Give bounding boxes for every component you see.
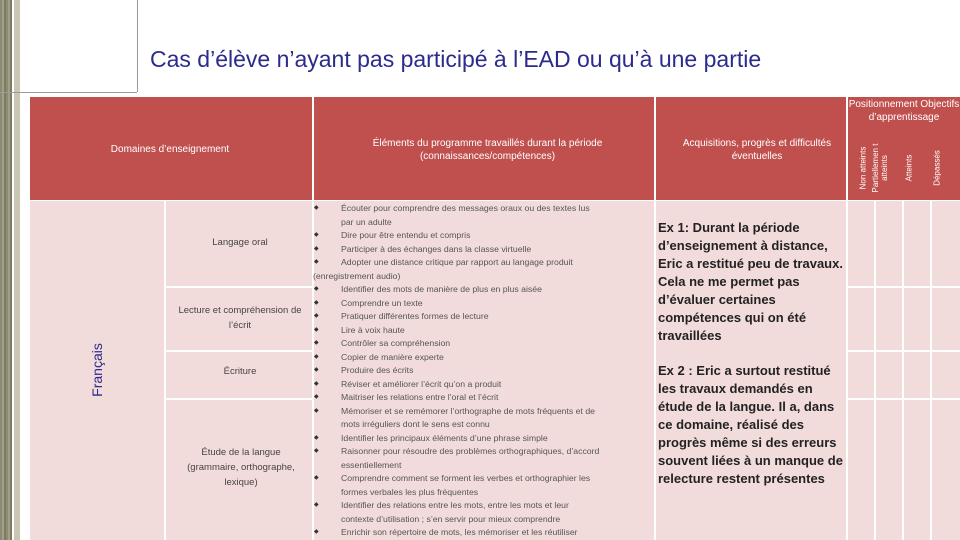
list-item: ◆ Identifier des mots de manière de plus en plus aisée (313, 283, 653, 297)
level-cell (904, 352, 930, 398)
page-title: Cas d’élève n’ayant pas participé à l’EAD ou qu’à une partie (150, 46, 762, 72)
list-item: mots irréguliers dont le sens est connu (341, 419, 490, 429)
level-atteints: Atteints (904, 154, 913, 182)
level-cell (848, 352, 874, 398)
texture-strip (0, 0, 12, 540)
list-item: ◆ Enrichir son répertoire de mots, les mémoriser et les réutiliser (313, 526, 653, 540)
list-item: ◆ Identifier les principaux éléments d’une phrase simple (313, 432, 653, 446)
list-item: ◆ Produire des écrits (313, 364, 653, 378)
list-item: par un adulte (341, 216, 392, 227)
list-item: ◆ Lire à voix haute (313, 324, 653, 338)
level-depasses: Dépassés (932, 150, 941, 186)
list-item: ◆ Écouter pour comprendre des messages oraux ou des textes lus (313, 202, 653, 216)
decorative-bar (14, 0, 20, 540)
acquisition-example-2: Ex 2 : Eric a surtout restitué les travaux demandés en étude de la langue. Il a, dans ce domaine, réalisé des progrès même si des erreurs souvent liées à un manque de relecture restent présentes (658, 363, 843, 486)
list-item: ◆ Mémoriser et se remémorer l’orthographe de mots fréquents et de (313, 405, 653, 419)
list-item: ◆ Adopter une distance critique par rapport au langage produit (313, 256, 653, 270)
decorative-line (0, 92, 137, 93)
acquisition-example-1: Ex 1: Durant la période d’enseignement à distance, Eric a restitué peu de travaux. Cela ne me permet pas d’évaluer certaines compétences qui on été travaillées (658, 220, 843, 343)
level-cell (904, 201, 930, 286)
level-cell (932, 201, 960, 286)
list-item: ◆ Contrôler sa compréhension (313, 337, 653, 351)
list-item: essentiellement (341, 459, 402, 470)
level-cell (876, 201, 902, 286)
header-domaines: Domaines d’enseignement (110, 144, 230, 155)
list-item: ◆ Pratiquer différentes formes de lecture (313, 310, 653, 324)
level-cell (904, 400, 930, 540)
decorative-line (137, 0, 138, 92)
list-item: formes verbales les plus fréquentes (341, 486, 479, 497)
level-cell (904, 288, 930, 350)
list-item: ◆ Dire pour être entendu et compris (313, 229, 653, 243)
level-cell (876, 400, 902, 540)
header-elements: Éléments du programme travaillés durant la période (connaissances/compétences) (372, 138, 603, 162)
level-non-atteints: Non atteints (858, 146, 867, 190)
list-item: ◆ Copier de manière experte (313, 351, 653, 365)
domain-etude-langue: Étude de la langue (grammaire, orthographe, lexique) (187, 447, 295, 488)
domain-ecriture: Écriture (223, 366, 257, 377)
list-item: (enregistrement audio) (313, 270, 401, 281)
list-item: ◆ Participer à des échanges dans la classe virtuelle (313, 243, 653, 257)
header-positionnement: Positionnement Objectifs d’apprentissage (848, 99, 960, 123)
header-acquisitions: Acquisitions, progrès et difficultés éventuelles (682, 138, 832, 162)
level-cell (932, 400, 960, 540)
program-elements-list (313, 202, 653, 540)
list-item: ◆ Maitriser les relations entre l’oral et l’écrit (313, 391, 653, 405)
level-cell (932, 288, 960, 350)
level-cell (876, 288, 902, 350)
level-cell (848, 288, 874, 350)
level-cell (848, 201, 874, 286)
level-cell (848, 400, 874, 540)
domain-langage-oral: Langage oral (212, 237, 268, 248)
level-cell (932, 352, 960, 398)
list-item: ◆ Raisonner pour résoudre des problèmes orthographiques, d’accord (313, 445, 653, 459)
list-item: ◆ Comprendre comment se forment les verbes et orthographier les (313, 472, 653, 486)
level-partiellement-atteints: Partiellemen t atteints (870, 143, 889, 193)
list-item: ◆ Identifier des relations entre les mots, entre les mots et leur (313, 499, 653, 513)
subject-label: Français (89, 343, 105, 397)
domain-lecture: Lecture et compréhension de l’écrit (178, 305, 302, 331)
list-item: ◆ Comprendre un texte (313, 297, 653, 311)
list-item: contexte d’utilisation ; s’en servir pour mieux comprendre (341, 513, 561, 524)
list-item: ◆ Réviser et améliorer l’écrit qu’on a produit (313, 378, 653, 392)
level-cell (876, 352, 902, 398)
